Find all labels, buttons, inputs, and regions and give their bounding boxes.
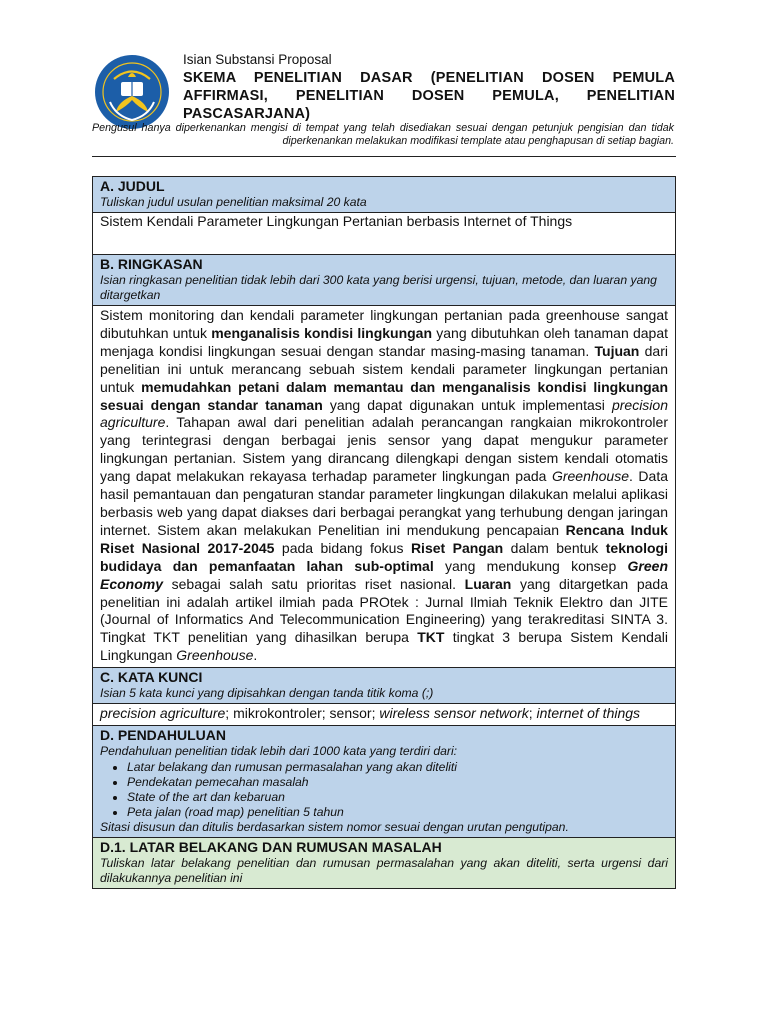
ringkasan-bold: Luaran bbox=[464, 575, 512, 592]
section-latar-belakang-header bbox=[93, 838, 675, 889]
section-instruction: Tuliskan latar belakang penelitian dan rumusan permasalahan yang akan diteliti, serta urgensi dari dilakukannya penelitian ini bbox=[100, 856, 668, 886]
document-title: SKEMA PENELITIAN DASAR (PENELITIAN DOSEN PEMULA AFFIRMASI, PENELITIAN DOSEN PEMULA, PENELITIAN PASCASARJANA) bbox=[183, 70, 675, 122]
ringkasan-bold: Riset Pangan bbox=[410, 539, 504, 556]
ringkasan-text: dalam bentuk bbox=[503, 539, 606, 556]
section-title: A. JUDUL bbox=[100, 178, 165, 194]
list-item: • Pendekatan pemecahan masalah bbox=[127, 775, 668, 790]
ringkasan-bold: memudahkan petani dalam memantau dan menganalisis kondisi lingkungan sesuai dengan standar tanaman bbox=[100, 378, 669, 413]
section-ringkasan-header bbox=[93, 255, 675, 306]
list-item: • Latar belakang dan rumusan permasalahan yang akan diteliti bbox=[127, 760, 668, 775]
ringkasan-bold: menganalisis kondisi lingkungan bbox=[211, 324, 433, 341]
ringkasan-text: tingkat 3 berupa Sistem Kendali Lingkungan bbox=[100, 629, 668, 664]
section-judul-header bbox=[93, 177, 675, 213]
section-instruction: Isian ringkasan penelitian tidak lebih dari 300 kata yang berisi urgensi, tujuan, metode, dan luaran yang ditargetkan bbox=[100, 273, 657, 302]
ringkasan-text: . Data hasil pemantauan dan pengaturan standar parameter lingkungan dilakukan melalui aplikasi berbasis web yang dapat diakses dari berbagai perangkat yang terhubung dengan jaringan internet. Sistem akan melakukan Penelitian ini mendukung pencapaian bbox=[100, 468, 668, 538]
ringkasan-text: yang dibutuhkan oleh tanaman dapat menjaga kondisi lingkungan sesuai dengan standar masing-masing tanaman. bbox=[100, 324, 669, 359]
keyword-separator: ; mikrokontroler; sensor; bbox=[225, 705, 380, 722]
ringkasan-italic: precision agriculture bbox=[100, 396, 668, 431]
section-title: D. PENDAHULUAN bbox=[100, 727, 226, 744]
tut-wuri-handayani-logo-icon bbox=[92, 52, 172, 132]
ringkasan-text: dari penelitian ini untuk merancang sebuah sistem kendali parameter lingkungan pertanian untuk bbox=[100, 342, 668, 395]
instruction-note: Pengusul hanya diperkenankan mengisi di tempat yang telah disediakan sesuai dengan petunjuk pengisian dan tidak diperkenankan melakukan modifikasi template atau penghapusan di setiap bagian. bbox=[92, 122, 674, 147]
ringkasan-text: Sistem monitoring dan kendali parameter lingkungan pertanian pada greenhouse sangat dibutuhkan untuk bbox=[100, 307, 668, 341]
section-title: D.1. LATAR BELAKANG DAN RUMUSAN MASALAH bbox=[100, 839, 442, 856]
section-title: B. RINGKASAN bbox=[100, 256, 203, 272]
keyword: precision agriculture bbox=[100, 705, 226, 722]
document-supertitle: Isian Substansi Proposal bbox=[183, 52, 332, 67]
keyword: internet of things bbox=[536, 705, 641, 722]
ringkasan-text: . Tahapan awal dari penelitian adalah perancangan rangkaian mikrokontroler yang terintegrasi dengan berbagai jenis sensor yang dapat mengukur parameter lingkungan pertanian. Sistem yang dirancang dilengkapi dengan sistem kendali otomatis yang dapat melakukan rekayasa terhadap parameter lingkungan pada bbox=[100, 414, 668, 485]
section-title: C. KATA KUNCI bbox=[100, 669, 203, 686]
ringkasan-bold: Tujuan bbox=[594, 342, 640, 359]
ringkasan-text: yang dapat digunakan untuk implementasi bbox=[322, 396, 612, 413]
section-instruction: Pendahuluan penelitian tidak lebih dari 1000 kata yang terdiri dari: bbox=[100, 744, 458, 759]
list-item: • State of the art dan kebaruan bbox=[127, 790, 668, 805]
ringkasan-italic: Greenhouse bbox=[176, 647, 254, 664]
header-divider bbox=[92, 156, 676, 157]
section-pendahuluan-header bbox=[93, 726, 675, 838]
proposal-form bbox=[92, 176, 676, 889]
keyword: wireless sensor network bbox=[379, 705, 529, 722]
ringkasan-text: yang ditargetkan pada penelitian ini adalah artikel ilmiah pada PROtek : Jurnal Ilmiah Teknik Elektro dan JITE (Journal of Informatics And Telecommunication Engineering) yang terakreditasi SINTA 3. Tingkat TKT penelitian yang dihasilkan berupa bbox=[100, 575, 668, 646]
citation-instruction: Sitasi disusun dan ditulis berdasarkan sistem nomor sesuai dengan urutan pengutipan. bbox=[100, 820, 569, 835]
ringkasan-bold: TKT bbox=[417, 629, 445, 646]
section-instruction: Isian 5 kata kunci yang dipisahkan dengan tanda titik koma (;) bbox=[100, 686, 434, 701]
ringkasan-text: yang mendukung konsep bbox=[433, 557, 628, 574]
section-ringkasan-content bbox=[93, 306, 675, 668]
keyword-separator: ; bbox=[528, 705, 537, 722]
section-judul-content bbox=[93, 213, 675, 255]
ringkasan-italic: Greenhouse bbox=[551, 468, 630, 485]
document-header bbox=[92, 52, 676, 148]
section-instruction: Tuliskan judul usulan penelitian maksimal 20 kata bbox=[100, 195, 367, 209]
ringkasan-bold-italic: Green Economy bbox=[100, 557, 668, 592]
ringkasan-bold: Rencana Induk Riset Nasional 2017-2045 bbox=[100, 521, 668, 556]
list-item: • Peta jalan (road map) penelitian 5 tahun bbox=[127, 805, 668, 820]
judul-text: Sistem Kendali Parameter Lingkungan Pertanian berbasis Internet of Things bbox=[100, 213, 573, 229]
section-kata-kunci-content bbox=[93, 704, 675, 726]
pendahuluan-point-list bbox=[100, 760, 668, 820]
ringkasan-bold: teknologi budidaya dan pemanfaatan lahan sub-optimal bbox=[100, 539, 668, 574]
section-kata-kunci-header bbox=[93, 668, 675, 704]
ringkasan-text: pada bidang fokus bbox=[274, 539, 411, 556]
ringkasan-text: sebagai salah satu prioritas riset nasional. bbox=[163, 575, 465, 592]
ringkasan-text: . bbox=[253, 647, 258, 664]
